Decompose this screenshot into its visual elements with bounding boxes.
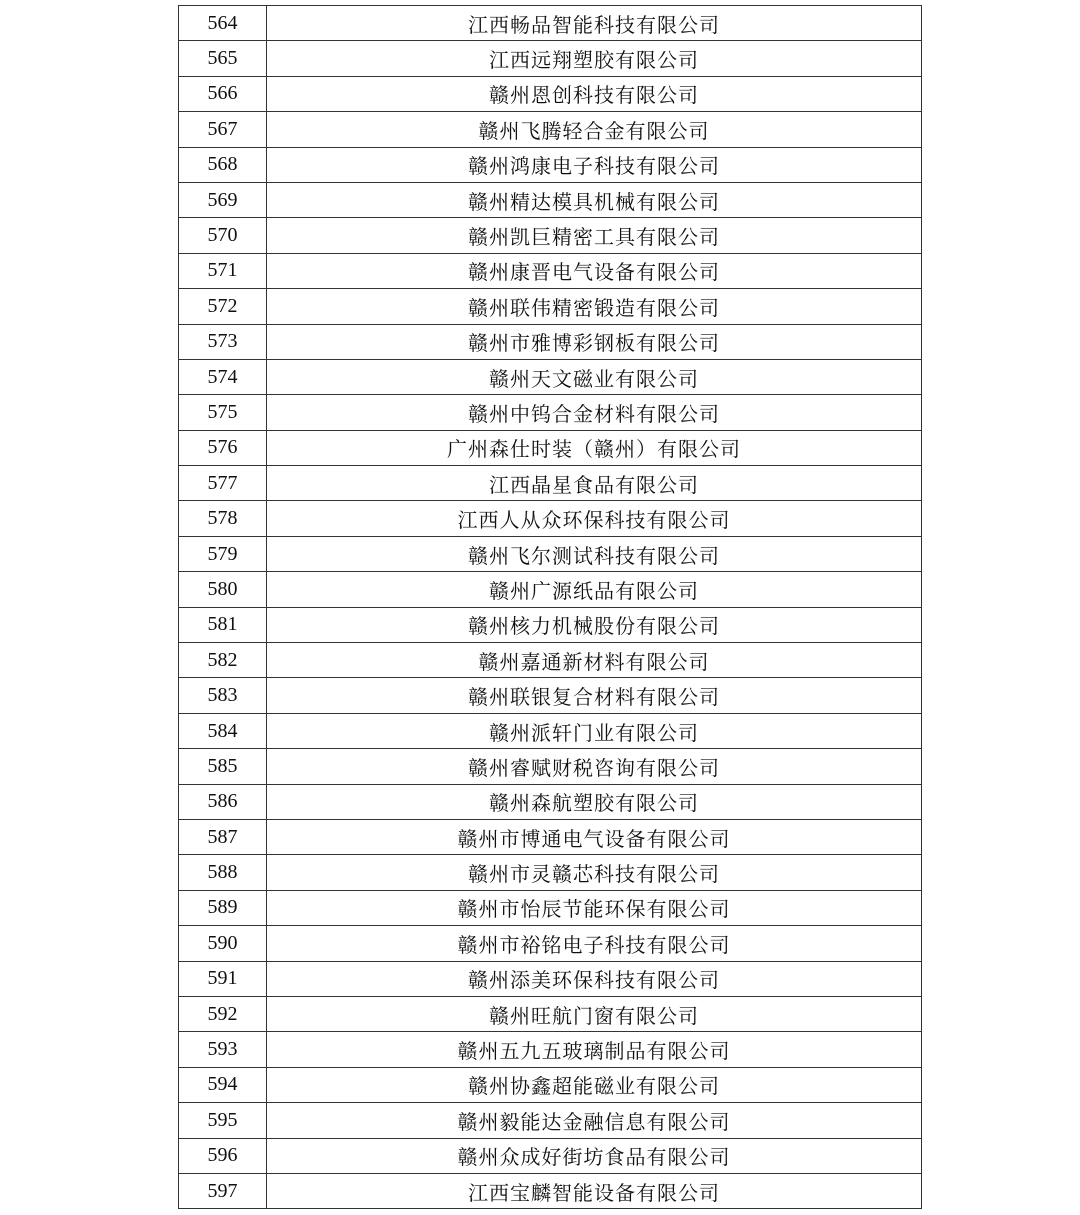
row-number: 577	[179, 466, 267, 501]
company-name: 江西晶星食品有限公司	[267, 466, 922, 501]
row-number: 587	[179, 819, 267, 854]
table-row	[179, 607, 922, 642]
row-number: 586	[179, 784, 267, 819]
row-number: 595	[179, 1103, 267, 1138]
row-number: 579	[179, 536, 267, 571]
table-row	[179, 536, 922, 571]
row-number: 597	[179, 1173, 267, 1208]
row-number: 582	[179, 643, 267, 678]
row-number: 569	[179, 182, 267, 217]
table-row	[179, 1032, 922, 1067]
row-number: 580	[179, 572, 267, 607]
company-name: 赣州众成好街坊食品有限公司	[267, 1138, 922, 1173]
company-name: 赣州市裕铭电子科技有限公司	[267, 926, 922, 961]
table-row	[179, 890, 922, 925]
table-row	[179, 253, 922, 288]
row-number: 593	[179, 1032, 267, 1067]
table-row	[179, 961, 922, 996]
row-number: 576	[179, 430, 267, 465]
company-name: 赣州市雅博彩钢板有限公司	[267, 324, 922, 359]
company-name: 赣州旺航门窗有限公司	[267, 996, 922, 1031]
company-name: 赣州睿赋财税咨询有限公司	[267, 749, 922, 784]
company-name: 赣州飞腾轻合金有限公司	[267, 112, 922, 147]
row-number: 596	[179, 1138, 267, 1173]
company-name: 赣州市博通电气设备有限公司	[267, 819, 922, 854]
company-name: 江西人从众环保科技有限公司	[267, 501, 922, 536]
row-number: 589	[179, 890, 267, 925]
row-number: 573	[179, 324, 267, 359]
table-row	[179, 678, 922, 713]
table-row	[179, 466, 922, 501]
company-name: 江西宝麟智能设备有限公司	[267, 1173, 922, 1208]
table-row	[179, 112, 922, 147]
company-name: 赣州精达模具机械有限公司	[267, 182, 922, 217]
company-name: 赣州联银复合材料有限公司	[267, 678, 922, 713]
table-row	[179, 1138, 922, 1173]
row-number: 594	[179, 1067, 267, 1102]
table-row	[179, 395, 922, 430]
company-name: 赣州五九五玻璃制品有限公司	[267, 1032, 922, 1067]
company-name: 赣州飞尔测试科技有限公司	[267, 536, 922, 571]
table-row	[179, 749, 922, 784]
company-name: 赣州天文磁业有限公司	[267, 359, 922, 394]
company-name: 赣州康晋电气设备有限公司	[267, 253, 922, 288]
table-row	[179, 996, 922, 1031]
company-name: 赣州核力机械股份有限公司	[267, 607, 922, 642]
table-row	[179, 41, 922, 76]
company-list-table	[178, 5, 922, 1209]
table-row	[179, 819, 922, 854]
row-number: 564	[179, 6, 267, 41]
company-name: 赣州市怡辰节能环保有限公司	[267, 890, 922, 925]
row-number: 592	[179, 996, 267, 1031]
table-row	[179, 430, 922, 465]
company-name: 赣州添美环保科技有限公司	[267, 961, 922, 996]
row-number: 578	[179, 501, 267, 536]
table-row	[179, 855, 922, 890]
table-row	[179, 359, 922, 394]
row-number: 588	[179, 855, 267, 890]
table-row	[179, 926, 922, 961]
table-row	[179, 324, 922, 359]
row-number: 571	[179, 253, 267, 288]
table-row	[179, 218, 922, 253]
company-name: 赣州恩创科技有限公司	[267, 76, 922, 111]
table-row	[179, 643, 922, 678]
company-name: 赣州森航塑胶有限公司	[267, 784, 922, 819]
row-number: 567	[179, 112, 267, 147]
table-row	[179, 147, 922, 182]
table-row	[179, 182, 922, 217]
row-number: 566	[179, 76, 267, 111]
company-name: 广州森仕时装（赣州）有限公司	[267, 430, 922, 465]
company-name: 江西畅品智能科技有限公司	[267, 6, 922, 41]
table-row	[179, 572, 922, 607]
row-number: 565	[179, 41, 267, 76]
table-row	[179, 501, 922, 536]
row-number: 583	[179, 678, 267, 713]
company-name: 江西远翔塑胶有限公司	[267, 41, 922, 76]
row-number: 585	[179, 749, 267, 784]
company-name: 赣州嘉通新材料有限公司	[267, 643, 922, 678]
company-name: 赣州派轩门业有限公司	[267, 713, 922, 748]
company-list-body	[179, 6, 922, 1209]
company-name: 赣州市灵赣芯科技有限公司	[267, 855, 922, 890]
table-row	[179, 1103, 922, 1138]
row-number: 590	[179, 926, 267, 961]
company-name: 赣州鸿康电子科技有限公司	[267, 147, 922, 182]
company-name: 赣州凯巨精密工具有限公司	[267, 218, 922, 253]
table-row	[179, 1067, 922, 1102]
row-number: 575	[179, 395, 267, 430]
company-name: 赣州毅能达金融信息有限公司	[267, 1103, 922, 1138]
row-number: 584	[179, 713, 267, 748]
company-name: 赣州协鑫超能磁业有限公司	[267, 1067, 922, 1102]
row-number: 581	[179, 607, 267, 642]
row-number: 570	[179, 218, 267, 253]
row-number: 572	[179, 289, 267, 324]
company-name: 赣州中钨合金材料有限公司	[267, 395, 922, 430]
table-row	[179, 6, 922, 41]
row-number: 568	[179, 147, 267, 182]
row-number: 591	[179, 961, 267, 996]
table-row	[179, 76, 922, 111]
row-number: 574	[179, 359, 267, 394]
table-row	[179, 784, 922, 819]
company-name: 赣州广源纸品有限公司	[267, 572, 922, 607]
table-row	[179, 289, 922, 324]
company-name: 赣州联伟精密锻造有限公司	[267, 289, 922, 324]
table-row	[179, 713, 922, 748]
table-row	[179, 1173, 922, 1208]
company-list-table-wrapper	[178, 5, 922, 1209]
